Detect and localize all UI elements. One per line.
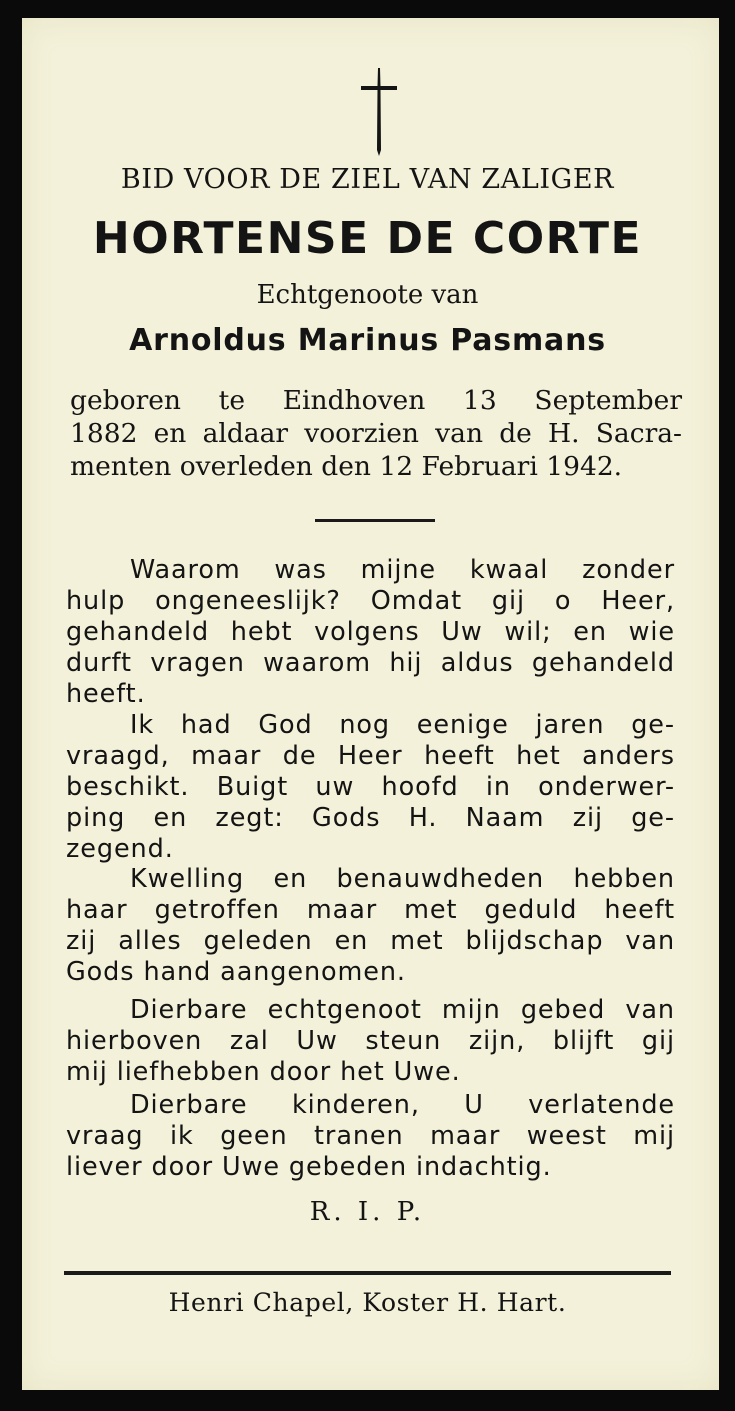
verse-line: Dierbare kinderen, U verlatende <box>130 1090 675 1120</box>
verse-line: hulp ongeneeslijk? Omdat gij o Heer, <box>66 586 675 616</box>
relation-label: Echtgenoote van <box>256 280 479 310</box>
verse-line: heeft. <box>66 679 146 709</box>
verse-line: mij liefhebben door het Uwe. <box>66 1057 461 1087</box>
short-divider <box>315 519 435 522</box>
bio-line: geboren te Eindhoven 13 September <box>70 385 682 416</box>
verse-line: liever door Uwe gebeden indachtig. <box>66 1152 552 1182</box>
printer-credit: Henri Chapel, Koster H. Hart. <box>168 1288 567 1317</box>
spouse-name: Arnoldus Marinus Pasmans <box>129 323 606 358</box>
verse-line: Ik had God nog eenige jaren ge- <box>130 710 675 740</box>
prayer-heading: BID VOOR DE ZIEL VAN ZALIGER <box>120 164 615 195</box>
verse-line: Gods hand aangenomen. <box>66 957 406 987</box>
verse-line: Dierbare echtgenoot mijn gebed van <box>130 995 675 1025</box>
long-divider <box>64 1271 671 1275</box>
verse-line: vraag ik geen tranen maar weest mij <box>66 1121 675 1151</box>
verse-line: ping en zegt: Gods H. Naam zij ge- <box>66 803 675 833</box>
verse-line: zegend. <box>66 834 174 864</box>
verse-line: hierboven zal Uw steun zijn, blijft gij <box>66 1026 675 1056</box>
verse-line: haar getroffen maar met geduld heeft <box>66 895 675 925</box>
deceased-name: HORTENSE DE CORTE <box>92 213 643 264</box>
verse-line: gehandeld hebt volgens Uw wil; en wie <box>66 617 675 647</box>
cross-icon <box>357 66 401 158</box>
verse-line: vraagd, maar de Heer heeft het anders <box>66 741 675 771</box>
verse-line: zij alles geleden en met blijdschap van <box>66 926 675 956</box>
verse-line: durft vragen waarom hij aldus gehandeld <box>66 648 675 678</box>
bio-line: 1882 en aldaar voorzien van de H. Sacra- <box>70 418 682 449</box>
verse-line: beschikt. Buigt uw hoofd in onderwer- <box>66 772 675 802</box>
verse-line: Kwelling en benauwdheden hebben <box>130 864 675 894</box>
rip-closing: R. I. P. <box>309 1197 426 1227</box>
verse-line: Waarom was mijne kwaal zonder <box>130 555 675 585</box>
bio-line: menten overleden den 12 Februari 1942. <box>70 451 623 482</box>
